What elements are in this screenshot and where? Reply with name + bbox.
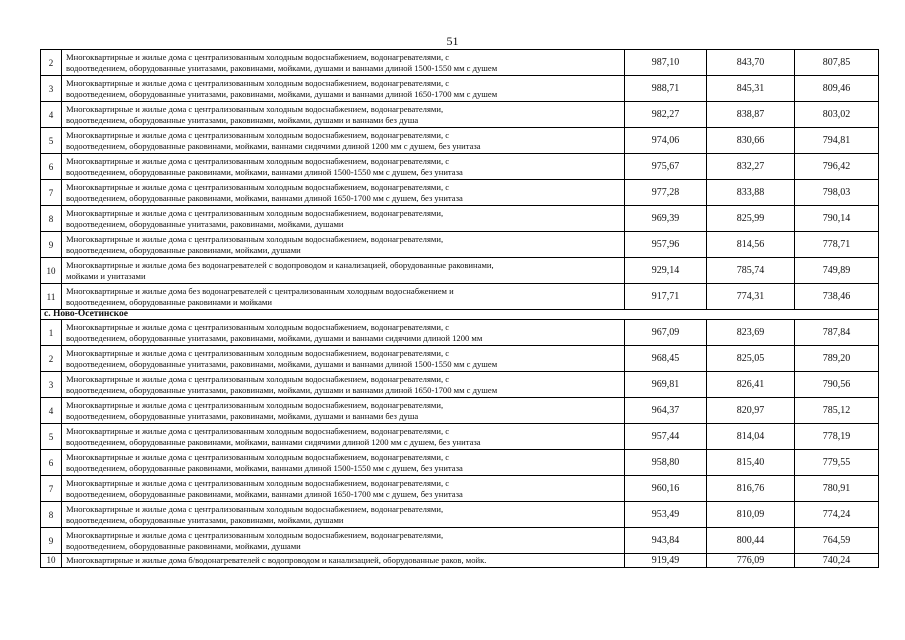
value-3: 790,14 bbox=[795, 206, 879, 232]
description-line-2: водоотведением, оборудованные раковинами, мойками, душами bbox=[66, 540, 301, 551]
page-number: 51 bbox=[446, 34, 459, 48]
row-number: 3 bbox=[41, 76, 62, 102]
row-number: 10 bbox=[41, 554, 62, 568]
row-number: 6 bbox=[41, 450, 62, 476]
row-number: 10 bbox=[41, 258, 62, 284]
table-row bbox=[41, 424, 879, 450]
value-1: 964,37 bbox=[625, 398, 707, 424]
row-description bbox=[62, 398, 625, 424]
value-1: 957,44 bbox=[625, 424, 707, 450]
description-line-2: водоотведением, оборудованные унитазами, раковинами, мойками, душами bbox=[66, 218, 344, 229]
value-2: 826,41 bbox=[707, 372, 795, 398]
description-line-2: водоотведением, оборудованные унитазами, раковинами, мойками, душами bbox=[66, 514, 344, 525]
description-line-2: водоотведением, оборудованные унитазами, раковинами, мойками, душами и ваннами сидячими длиной 1200 мм bbox=[66, 332, 483, 343]
description-line-1: Многоквартирные и жилые дома с централизованным холодным водоснабжением, водонагревателями, с bbox=[66, 78, 450, 88]
description-line-1: Многоквартирные и жилые дома с централизованным холодным водоснабжением, водонагревателями, с bbox=[66, 52, 450, 62]
tariff-table-body bbox=[41, 50, 879, 568]
description-line-1: Многоквартирные и жилые дома с централизованным холодным водоснабжением, водонагревателями, bbox=[66, 400, 444, 410]
row-description bbox=[62, 320, 625, 346]
value-2: 810,09 bbox=[707, 502, 795, 528]
value-2: 815,40 bbox=[707, 450, 795, 476]
value-3: 779,55 bbox=[795, 450, 879, 476]
section-header-row bbox=[41, 310, 879, 320]
table-row bbox=[41, 102, 879, 128]
value-2: 785,74 bbox=[707, 258, 795, 284]
row-description bbox=[62, 128, 625, 154]
value-3: 738,46 bbox=[795, 284, 879, 310]
value-2: 843,70 bbox=[707, 50, 795, 76]
description-line-2: водоотведением, оборудованные раковинами, мойками, душами bbox=[66, 244, 301, 255]
row-number: 9 bbox=[41, 528, 62, 554]
description-line-1: Многоквартирные и жилые дома с централизованным холодным водоснабжением, водонагревателями, с bbox=[66, 374, 450, 384]
table-row bbox=[41, 76, 879, 102]
row-description bbox=[62, 284, 625, 310]
row-number: 2 bbox=[41, 346, 62, 372]
value-3: 778,19 bbox=[795, 424, 879, 450]
value-3: 794,81 bbox=[795, 128, 879, 154]
value-3: 789,20 bbox=[795, 346, 879, 372]
description-line-2: водоотведением, оборудованные унитазами, раковинами, мойками, душами и ваннами длиной 1650-1700 мм с душем bbox=[66, 384, 498, 395]
value-2: 823,69 bbox=[707, 320, 795, 346]
row-number: 2 bbox=[41, 50, 62, 76]
description-line-2: водоотведением, оборудованные раковинами, мойками, ваннами длиной 1500-1550 мм с душем, без унитаза bbox=[66, 166, 463, 177]
row-description bbox=[62, 180, 625, 206]
value-3: 778,71 bbox=[795, 232, 879, 258]
row-number: 4 bbox=[41, 102, 62, 128]
table-row bbox=[41, 258, 879, 284]
value-1: 958,80 bbox=[625, 450, 707, 476]
description-line-2: водоотведением, оборудованные раковинами и мойками bbox=[66, 296, 272, 307]
description-line-1: Многоквартирные и жилые дома с централизованным холодным водоснабжением, водонагревателями, bbox=[66, 234, 444, 244]
value-1: 987,10 bbox=[625, 50, 707, 76]
value-3: 749,89 bbox=[795, 258, 879, 284]
row-description bbox=[62, 206, 625, 232]
value-3: 740,24 bbox=[795, 554, 879, 568]
table-row bbox=[41, 320, 879, 346]
table-row bbox=[41, 528, 879, 554]
value-3: 774,24 bbox=[795, 502, 879, 528]
row-description bbox=[62, 258, 625, 284]
row-number: 11 bbox=[41, 284, 62, 310]
description-line-2: водоотведением, оборудованные унитазами, раковинами, мойками, душами и ваннами длиной 1500-1550 мм с душем bbox=[66, 62, 498, 73]
row-number: 5 bbox=[41, 424, 62, 450]
row-number: 9 bbox=[41, 232, 62, 258]
description-line-2: водоотведением, оборудованные раковинами, мойками, ваннами длиной 1500-1550 мм с душем, без унитаза bbox=[66, 462, 463, 473]
value-1: 960,16 bbox=[625, 476, 707, 502]
description-line-1: Многоквартирные и жилые дома с централизованным холодным водоснабжением, водонагревателями, bbox=[66, 208, 444, 218]
row-description bbox=[62, 554, 625, 568]
value-2: 816,76 bbox=[707, 476, 795, 502]
description-line-1: Многоквартирные и жилые дома с централизованным холодным водоснабжением, водонагревателями, с bbox=[66, 348, 450, 358]
value-1: 969,81 bbox=[625, 372, 707, 398]
description-line-1: Многоквартирные и жилые дома с централизованным холодным водоснабжением, водонагревателями, с bbox=[66, 478, 450, 488]
value-3: 798,03 bbox=[795, 180, 879, 206]
row-number: 8 bbox=[41, 502, 62, 528]
row-description bbox=[62, 76, 625, 102]
value-2: 825,05 bbox=[707, 346, 795, 372]
table-row bbox=[41, 476, 879, 502]
description-line-1: Многоквартирные и жилые дома без водонагревателей с централизованным холодным водоснабжением и bbox=[66, 286, 454, 296]
value-1: 943,84 bbox=[625, 528, 707, 554]
description-line-1: Многоквартирные и жилые дома с централизованным холодным водоснабжением, водонагревателями, bbox=[66, 104, 444, 114]
row-description bbox=[62, 528, 625, 554]
value-1: 953,49 bbox=[625, 502, 707, 528]
section-title: с. Ново-Осетинское bbox=[41, 310, 879, 320]
value-1: 929,14 bbox=[625, 258, 707, 284]
value-1: 967,09 bbox=[625, 320, 707, 346]
row-number: 3 bbox=[41, 372, 62, 398]
value-2: 838,87 bbox=[707, 102, 795, 128]
value-1: 969,39 bbox=[625, 206, 707, 232]
description-line-2: водоотведением, оборудованные раковинами, мойками, ваннами длиной 1650-1700 мм с душем, без унитаза bbox=[66, 488, 463, 499]
value-1: 977,28 bbox=[625, 180, 707, 206]
table-row bbox=[41, 154, 879, 180]
description-line-1: Многоквартирные и жилые дома с централизованным холодным водоснабжением, водонагревателями, с bbox=[66, 452, 450, 462]
row-description bbox=[62, 346, 625, 372]
value-1: 975,67 bbox=[625, 154, 707, 180]
table-row bbox=[41, 502, 879, 528]
description-line-2: водоотведением, оборудованные унитазами, раковинами, мойками, душами и ваннами длиной 1650-1700 мм с душем bbox=[66, 88, 498, 99]
value-3: 796,42 bbox=[795, 154, 879, 180]
description-line-1: Многоквартирные и жилые дома с централизованным холодным водоснабжением, водонагревателями, с bbox=[66, 322, 450, 332]
value-2: 832,27 bbox=[707, 154, 795, 180]
row-description bbox=[62, 424, 625, 450]
description-line-1: Многоквартирные и жилые дома с централизованным холодным водоснабжением, водонагревателями, с bbox=[66, 182, 450, 192]
table-row bbox=[41, 398, 879, 424]
table-row bbox=[41, 450, 879, 476]
description-line-1: Многоквартирные и жилые дома с централизованным холодным водоснабжением, водонагревателями, с bbox=[66, 426, 450, 436]
description-line-2: водоотведением, оборудованные раковинами, мойками, ваннами сидячими длиной 1200 мм с душем, без унитаза bbox=[66, 436, 481, 447]
description-line-1: Многоквартирные и жилые дома с централизованным холодным водоснабжением, водонагревателями, bbox=[66, 504, 444, 514]
description-line-1: Многоквартирные и жилые дома с централизованным холодным водоснабжением, водонагревателями, с bbox=[66, 156, 450, 166]
tariff-table bbox=[40, 49, 879, 568]
description-line-1: Многоквартирные и жилые дома с централизованным холодным водоснабжением, водонагревателями, bbox=[66, 530, 444, 540]
table-row bbox=[41, 50, 879, 76]
value-3: 803,02 bbox=[795, 102, 879, 128]
description-line-2: водоотведением, оборудованные унитазами, раковинами, мойками, душами и ваннами без душа bbox=[66, 410, 419, 421]
value-2: 814,56 bbox=[707, 232, 795, 258]
value-2: 776,09 bbox=[707, 554, 795, 568]
description-line-2: водоотведением, оборудованные унитазами, раковинами, мойками, душами и ваннами без душа bbox=[66, 114, 419, 125]
row-description bbox=[62, 450, 625, 476]
table-row bbox=[41, 554, 879, 568]
value-1: 919,49 bbox=[625, 554, 707, 568]
row-number: 7 bbox=[41, 476, 62, 502]
row-description bbox=[62, 502, 625, 528]
row-number: 5 bbox=[41, 128, 62, 154]
value-3: 787,84 bbox=[795, 320, 879, 346]
row-number: 8 bbox=[41, 206, 62, 232]
row-description bbox=[62, 232, 625, 258]
value-2: 820,97 bbox=[707, 398, 795, 424]
row-number: 4 bbox=[41, 398, 62, 424]
table-row bbox=[41, 206, 879, 232]
row-description bbox=[62, 372, 625, 398]
value-1: 982,27 bbox=[625, 102, 707, 128]
description-line-2: водоотведением, оборудованные раковинами, мойками, ваннами сидячими длиной 1200 мм с душем, без унитаза bbox=[66, 140, 481, 151]
value-3: 785,12 bbox=[795, 398, 879, 424]
row-number: 7 bbox=[41, 180, 62, 206]
value-2: 774,31 bbox=[707, 284, 795, 310]
value-1: 917,71 bbox=[625, 284, 707, 310]
value-2: 845,31 bbox=[707, 76, 795, 102]
value-3: 780,91 bbox=[795, 476, 879, 502]
value-2: 833,88 bbox=[707, 180, 795, 206]
description-line-2: мойками и унитазами bbox=[66, 270, 146, 281]
table-row bbox=[41, 180, 879, 206]
row-description bbox=[62, 154, 625, 180]
table-row bbox=[41, 284, 879, 310]
value-2: 830,66 bbox=[707, 128, 795, 154]
row-description bbox=[62, 476, 625, 502]
table-row bbox=[41, 128, 879, 154]
value-1: 957,96 bbox=[625, 232, 707, 258]
description-line-1: Многоквартирные и жилые дома без водонагревателей с водопроводом и канализацией, оборудованные раковинами, bbox=[66, 260, 494, 270]
value-3: 790,56 bbox=[795, 372, 879, 398]
table-row bbox=[41, 232, 879, 258]
value-3: 807,85 bbox=[795, 50, 879, 76]
description-line-1: Многоквартирные и жилые дома с централизованным холодным водоснабжением, водонагревателями, с bbox=[66, 130, 450, 140]
description-line-1: Многоквартирные и жилые дома б/водонагревателей с водопроводом и канализацией, оборудованные раков, мойк. bbox=[66, 555, 487, 565]
value-1: 968,45 bbox=[625, 346, 707, 372]
value-3: 809,46 bbox=[795, 76, 879, 102]
value-1: 974,06 bbox=[625, 128, 707, 154]
row-description bbox=[62, 102, 625, 128]
row-description bbox=[62, 50, 625, 76]
description-line-2: водоотведением, оборудованные раковинами, мойками, ваннами длиной 1650-1700 мм с душем, без унитаза bbox=[66, 192, 463, 203]
value-3: 764,59 bbox=[795, 528, 879, 554]
row-number: 1 bbox=[41, 320, 62, 346]
value-2: 814,04 bbox=[707, 424, 795, 450]
row-number: 6 bbox=[41, 154, 62, 180]
value-2: 825,99 bbox=[707, 206, 795, 232]
table-row bbox=[41, 372, 879, 398]
value-1: 988,71 bbox=[625, 76, 707, 102]
value-2: 800,44 bbox=[707, 528, 795, 554]
table-row bbox=[41, 346, 879, 372]
description-line-2: водоотведением, оборудованные унитазами, раковинами, мойками, душами и ваннами длиной 1500-1550 мм с душем bbox=[66, 358, 498, 369]
